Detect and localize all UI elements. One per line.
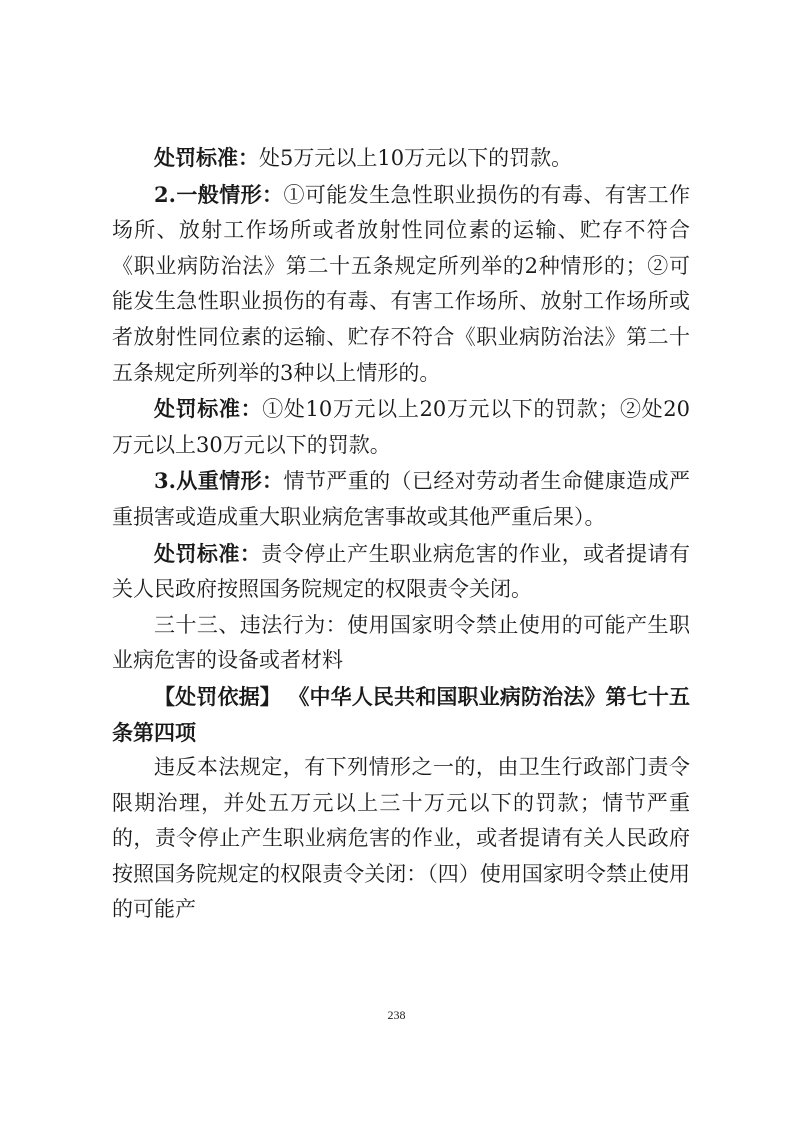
penalty-standard-text: 责令停止产生职业病危害的作业，或者提请有关人民政府按照国务院规定的权限责令关闭。 bbox=[112, 541, 691, 602]
penalty-standard-label: 处罚标准： bbox=[154, 540, 262, 566]
penalty-standard-paragraph-3 bbox=[112, 536, 690, 608]
page-body bbox=[112, 140, 690, 928]
penalty-standard-text: ①处10万元以上20万元以下的罚款；②处20万元以上30万元以下的罚款。 bbox=[112, 397, 691, 457]
penalty-standard-paragraph-2 bbox=[112, 391, 690, 463]
law-text-paragraph: 违反本法规定，有下列情形之一的，由卫生行政部门责令限期治理，并处五万元以上三十万元以下的罚款；情节严重的，责令停止产生职业病危害的作业，或者提请有关人民政府按照国务院规定的权限责令关闭：（四）使用国家明令禁止使用的可能产 bbox=[112, 755, 690, 922]
aggravated-situation-text: 情节严重的（已经对劳动者生命健康造成严重损害或造成重大职业病危害事故或其他严重后果）。 bbox=[112, 469, 690, 529]
penalty-standard-label: 处罚标准： bbox=[154, 396, 263, 422]
penalty-standard-label: 处罚标准： bbox=[154, 145, 259, 170]
violation-heading: 三十三、违法行为：使用国家明令禁止使用的可能产生职业病危害的设备或者材料 bbox=[112, 612, 690, 673]
penalty-standard-text: 处5万元以上10万元以下的罚款。 bbox=[259, 146, 573, 170]
general-situation-label: 2.一般情形： bbox=[154, 181, 284, 207]
aggravated-situation-label: 3.从重情形： bbox=[154, 468, 284, 494]
penalty-basis-heading: 【处罚依据】 《中华人民共和国职业病防治法》第七十五条第四项 bbox=[112, 683, 690, 745]
general-situation-text: ①可能发生急性职业损伤的有毒、有害工作场所、放射工作场所或者放射性同位素的运输、贮存不符合《职业病防治法》第二十五条规定所列举的2种情形的；②可能发生急性职业损伤的有毒、有害工作场所、放射工作场所或者放射性同位素的运输、贮存不符合《职业病防治法》第二十五条规定所列举的3种以上情形的。 bbox=[112, 182, 690, 385]
aggravated-situation-paragraph bbox=[112, 463, 690, 535]
page-number: 238 bbox=[387, 1008, 406, 1022]
general-situation-paragraph bbox=[112, 177, 690, 392]
penalty-standard-paragraph-1 bbox=[112, 140, 690, 177]
